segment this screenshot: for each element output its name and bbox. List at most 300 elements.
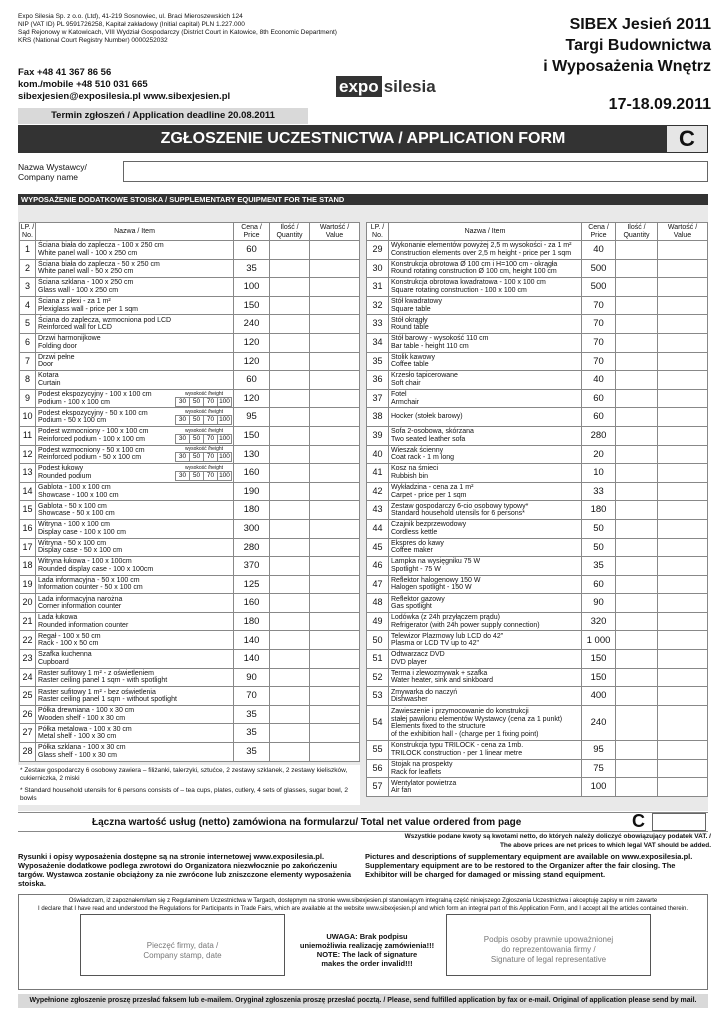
table-row [20,259,360,278]
height-option[interactable]: 50 [189,397,204,407]
table-row [367,668,708,687]
item-name-wrap [391,577,581,592]
item-name [389,612,582,631]
table-row [20,519,360,538]
value-field[interactable] [310,519,360,538]
total-value-field[interactable] [652,813,706,831]
height-option[interactable]: 50 [189,434,204,444]
item-price: 300 [234,519,270,538]
quantity-field[interactable] [616,538,658,557]
item-number: 12 [20,445,36,464]
item-name [389,668,582,687]
item-en: Air fan [391,787,412,795]
item-text [38,577,233,592]
item-number: 11 [20,426,36,445]
quantity-field[interactable] [616,333,658,352]
item-en: Coat rack - 1 m long [391,454,455,462]
height-option[interactable]: 30 [175,397,190,407]
value-field[interactable] [310,241,360,260]
table-row [367,333,708,352]
item-en: Plasma or LCD TV up to 42" [391,640,479,648]
item-name-wrap [391,540,581,555]
item-name-wrap [391,372,581,387]
event-line: i Wyposażenia Wnętrz [543,58,711,75]
item-price: 35 [234,705,270,724]
table-row [367,594,708,613]
quantity-field[interactable] [616,557,658,576]
value-field[interactable] [658,594,708,613]
value-field[interactable] [658,687,708,706]
item-price: 180 [234,501,270,520]
value-field[interactable] [658,575,708,594]
quantity-field[interactable] [270,519,310,538]
item-price: 150 [582,650,616,669]
quantity-field[interactable] [616,668,658,687]
quantity-field[interactable] [270,557,310,576]
column-header: Cena / Price [234,223,270,241]
height-option[interactable]: 100 [217,415,232,425]
value-field[interactable] [310,315,360,334]
quantity-field[interactable] [616,371,658,390]
quantity-field[interactable] [270,241,310,260]
table-row [20,408,360,427]
item-pl: Półka szklana - 100 x 30 cm [38,744,126,752]
item-text [38,689,233,704]
value-field[interactable] [658,371,708,390]
height-option[interactable]: 70 [203,434,218,444]
value-field[interactable] [658,408,708,427]
value-field[interactable] [658,631,708,650]
height-option[interactable]: 30 [175,434,190,444]
item-price: 100 [234,278,270,297]
item-en: Water heater, sink and sinkboard [391,677,494,685]
value-field[interactable] [658,333,708,352]
item-text [38,726,233,741]
item-text [38,540,233,555]
quantity-field[interactable] [270,259,310,278]
item-pl: Hocker (stołek barowy) [391,413,463,421]
total-letter: C [632,811,645,831]
quantity-field[interactable] [616,259,658,278]
quantity-field[interactable] [616,759,658,778]
value-field[interactable] [310,612,360,631]
height-option[interactable]: 100 [217,452,232,462]
item-pl: Reflektor halogenowy 150 W [391,576,481,584]
value-field[interactable] [658,352,708,371]
item-name [36,557,234,576]
column-header: Nazwa / Item [36,223,234,241]
quantity-field[interactable] [270,668,310,687]
item-name-wrap [38,651,233,666]
item-pl: Wieszak ścienny [391,446,444,454]
item-price: 280 [234,538,270,557]
item-en: Display case - 50 x 100 cm [38,547,123,555]
item-en: Standard household utensils for 6 persons* [391,510,525,518]
quantity-field[interactable] [270,594,310,613]
height-option[interactable]: 30 [175,415,190,425]
equipment-table-right [366,222,708,797]
quantity-field[interactable] [616,389,658,408]
item-price: 120 [234,389,270,408]
item-en: Armchair [391,398,420,406]
value-field[interactable] [658,241,708,260]
declaration-text [20,897,706,913]
event-title [543,14,711,77]
company-name-field[interactable] [123,161,708,182]
quantity-field[interactable] [616,650,658,669]
quantity-field[interactable] [616,464,658,483]
table-row [20,650,360,669]
item-name [36,278,234,297]
item-price: 180 [582,501,616,520]
quantity-field[interactable] [616,296,658,315]
item-en: Information counter - 50 x 100 cm [38,584,143,592]
column-header: LP. / No. [367,223,389,241]
column-header: Nazwa / Item [389,223,582,241]
quantity-field[interactable] [270,575,310,594]
item-price: 140 [234,650,270,669]
item-en: Rack - 100 x 50 cm [38,640,99,648]
value-field[interactable] [658,426,708,445]
signature-label: Podpis osoby prawnie upoważnionej [483,935,614,944]
quantity-field[interactable] [616,445,658,464]
item-en: Gas spotlight [391,603,432,611]
table-row [20,296,360,315]
value-field[interactable] [310,687,360,706]
table-row [20,241,360,260]
logo-part-silesia: silesia [383,76,436,96]
value-field[interactable] [310,278,360,297]
item-pl: Fotel [391,391,407,399]
item-pl: Stół kwadratowy [391,298,442,306]
quantity-field[interactable] [616,482,658,501]
value-field[interactable] [658,759,708,778]
item-number: 56 [367,759,389,778]
quantity-field[interactable] [270,743,310,762]
item-en: Coffee maker [391,547,433,555]
table-row [367,650,708,669]
item-number: 34 [367,333,389,352]
quantity-field[interactable] [270,501,310,520]
item-price: 70 [582,333,616,352]
item-name [389,778,582,797]
height-option[interactable]: 100 [217,471,232,481]
item-number: 33 [367,315,389,334]
value-field[interactable] [658,612,708,631]
item-en: Rounded information counter [38,621,129,629]
value-field[interactable] [658,296,708,315]
value-field[interactable] [658,705,708,740]
mobile-number: kom./mobile +48 510 031 665 [18,79,148,90]
item-name-wrap [391,558,581,573]
table-row [20,557,360,576]
quantity-field[interactable] [270,389,310,408]
value-field[interactable] [658,741,708,760]
value-field[interactable] [310,557,360,576]
item-price: 240 [234,315,270,334]
item-name [36,241,234,260]
item-number: 28 [20,743,36,762]
exhibitor-label-en: Company name [18,172,79,182]
item-name [389,519,582,538]
table-row [367,352,708,371]
item-name [389,408,582,427]
quantity-field[interactable] [616,631,658,650]
item-text [391,413,581,421]
event-dates: 17-18.09.2011 [608,96,711,113]
item-name [36,687,234,706]
item-name-wrap [391,614,581,629]
deadline-banner: Termin zgłoszeń / Application deadline 20.08.2011 [18,108,308,124]
height-option[interactable]: 50 [189,471,204,481]
form-title: ZGŁOSZENIE UCZESTNICTWA / APPLICATION FORM [18,125,708,153]
height-option[interactable]: 50 [189,452,204,462]
value-field[interactable] [658,650,708,669]
quantity-field[interactable] [616,315,658,334]
item-text [391,428,581,443]
height-option[interactable]: 30 [175,452,190,462]
value-field[interactable] [310,650,360,669]
item-en: Rounded podium [38,472,92,480]
table-row [367,575,708,594]
value-field[interactable] [310,538,360,557]
item-price: 180 [234,612,270,631]
quantity-field[interactable] [270,296,310,315]
table-row [367,482,708,501]
item-name [389,296,582,315]
height-option[interactable]: 30 [175,471,190,481]
value-field[interactable] [310,389,360,408]
table-row [367,778,708,797]
value-field[interactable] [310,482,360,501]
quantity-field[interactable] [270,687,310,706]
quantity-field[interactable] [270,482,310,501]
quantity-field[interactable] [270,352,310,371]
item-name [36,575,234,594]
quantity-field[interactable] [616,241,658,260]
quantity-field[interactable] [270,650,310,669]
value-field[interactable] [658,259,708,278]
equipment-table-left [19,222,360,762]
quantity-field[interactable] [616,519,658,538]
height-option[interactable]: 70 [203,397,218,407]
quantity-field[interactable] [270,371,310,390]
total-row [18,812,708,832]
item-price: 130 [234,445,270,464]
value-field[interactable] [658,315,708,334]
table-row [367,278,708,297]
item-pl: Drzwi pełne [38,353,75,361]
height-option[interactable]: 70 [203,471,218,481]
signature-field[interactable] [446,914,651,976]
item-text [391,614,581,629]
value-field[interactable] [310,668,360,687]
value-field[interactable] [310,575,360,594]
value-field[interactable] [310,631,360,650]
quantity-field[interactable] [616,778,658,797]
table-row [20,278,360,297]
height-selector [176,465,232,481]
item-name-wrap [38,409,233,425]
quantity-field[interactable] [270,612,310,631]
quantity-field[interactable] [616,687,658,706]
value-field[interactable] [658,778,708,797]
quantity-field[interactable] [270,631,310,650]
table-row [367,241,708,260]
item-number: 23 [20,650,36,669]
value-field[interactable] [310,426,360,445]
value-field[interactable] [658,482,708,501]
item-pl: Witryna łukowa - 100 x 100cm [38,558,132,566]
item-text [391,335,581,350]
value-field[interactable] [658,464,708,483]
item-pl: Raster sufitowy 1 m² - z oświetleniem [38,669,154,677]
value-field[interactable] [310,501,360,520]
company-stamp-field[interactable] [80,914,285,976]
height-option[interactable]: 50 [189,415,204,425]
item-name-wrap [391,242,581,257]
item-pl: Konstrukcja obrotowa kwadratowa - 100 x 100 cm [391,279,546,287]
company-line: Expo Silesia Sp. z o.o. (Ltd), 41-219 Sosnowiec, ul. Braci Mieroszewskich 124 [18,13,243,20]
item-text [391,503,581,518]
value-field[interactable] [310,464,360,483]
item-name [36,315,234,334]
quantity-field[interactable] [616,594,658,613]
value-field[interactable] [658,278,708,297]
item-pl: Podest wzmocniony - 100 x 100 cm [38,428,149,436]
quantity-field[interactable] [616,501,658,520]
value-field[interactable] [310,408,360,427]
item-name-wrap [391,428,581,443]
item-pl: Półka drewniana - 100 x 30 cm [38,707,135,715]
table-row [367,538,708,557]
item-name-wrap [38,354,233,369]
height-caption: wysokość /height [184,446,224,453]
item-name [389,538,582,557]
height-option[interactable]: 100 [217,397,232,407]
quantity-field[interactable] [270,445,310,464]
quantity-field[interactable] [270,278,310,297]
table-row [367,445,708,464]
height-option[interactable]: 70 [203,452,218,462]
quantity-field[interactable] [616,705,658,740]
item-price: 90 [582,594,616,613]
value-field[interactable] [310,371,360,390]
item-price: 70 [234,687,270,706]
item-en: Round table [391,324,429,332]
height-option[interactable]: 70 [203,415,218,425]
item-price: 35 [234,724,270,743]
value-field[interactable] [658,445,708,464]
value-field[interactable] [310,724,360,743]
value-field[interactable] [658,668,708,687]
item-price: 160 [234,594,270,613]
quantity-field[interactable] [270,333,310,352]
item-name [36,650,234,669]
value-field[interactable] [310,352,360,371]
item-en: Folding door [38,342,77,350]
quantity-field[interactable] [616,741,658,760]
table-row [367,705,708,740]
quantity-field[interactable] [270,408,310,427]
item-number: 42 [367,482,389,501]
value-field[interactable] [310,594,360,613]
value-field[interactable] [310,705,360,724]
value-field[interactable] [658,519,708,538]
quantity-field[interactable] [616,408,658,427]
item-name [389,501,582,520]
quantity-field[interactable] [616,352,658,371]
item-name [36,389,234,408]
quantity-field[interactable] [616,575,658,594]
table-row [20,333,360,352]
item-price: 95 [582,741,616,760]
info-pl: Rysunki i opisy wyposażenia dostępne są na stronie internetowej www.exposilesia.pl. Wyposażenie dodatkowe podlega zwrotowi do Organizatora niezwłocznie po zakończeniu targów. Wystawca zostanie obciążony za nie zwrócone lub zniszczone elementy wyposażenia stoiska. [18,852,352,888]
item-name-wrap [391,335,581,350]
item-price: 150 [582,668,616,687]
value-field[interactable] [658,538,708,557]
value-field[interactable] [310,296,360,315]
item-name [36,408,234,427]
item-en: Glass wall - 100 x 250 cm [38,286,119,294]
value-field[interactable] [310,333,360,352]
item-pl: Reflektor gazowy [391,595,445,603]
quantity-field[interactable] [270,315,310,334]
table-row [20,315,360,334]
quantity-field[interactable] [616,612,658,631]
value-field[interactable] [310,445,360,464]
item-name [389,631,582,650]
item-pl: Stolik kawowy [391,353,435,361]
quantity-field[interactable] [270,724,310,743]
value-field[interactable] [658,501,708,520]
item-text [38,298,233,313]
quantity-field[interactable] [270,464,310,483]
item-price: 280 [582,426,616,445]
item-en: Showcase - 50 x 100 cm [38,510,115,518]
quantity-field[interactable] [616,426,658,445]
item-pl: Stojak na prospekty [391,761,453,769]
value-field[interactable] [310,743,360,762]
item-name-wrap [391,484,581,499]
item-number: 57 [367,778,389,797]
item-en: Door [38,361,54,369]
value-field[interactable] [658,557,708,576]
item-en: Corner information counter [38,603,122,611]
value-field[interactable] [658,389,708,408]
table-row [367,371,708,390]
quantity-field[interactable] [270,705,310,724]
item-price: 35 [582,557,616,576]
item-text [38,465,176,480]
quantity-field[interactable] [270,426,310,445]
item-name [36,501,234,520]
quantity-field[interactable] [616,278,658,297]
item-number: 21 [20,612,36,631]
item-en: Reinforced podium - 100 x 100 cm [38,435,145,443]
quantity-field[interactable] [270,538,310,557]
item-pl: Terma i zlewozmywak + szafka [391,669,488,677]
table-row [367,464,708,483]
item-en: Refrigerator (with 24h power supply connection) [391,621,540,629]
item-number: 13 [20,464,36,483]
height-option[interactable]: 100 [217,434,232,444]
item-text [391,540,581,555]
item-number: 9 [20,389,36,408]
item-number: 31 [367,278,389,297]
item-text [391,761,581,776]
value-field[interactable] [310,259,360,278]
